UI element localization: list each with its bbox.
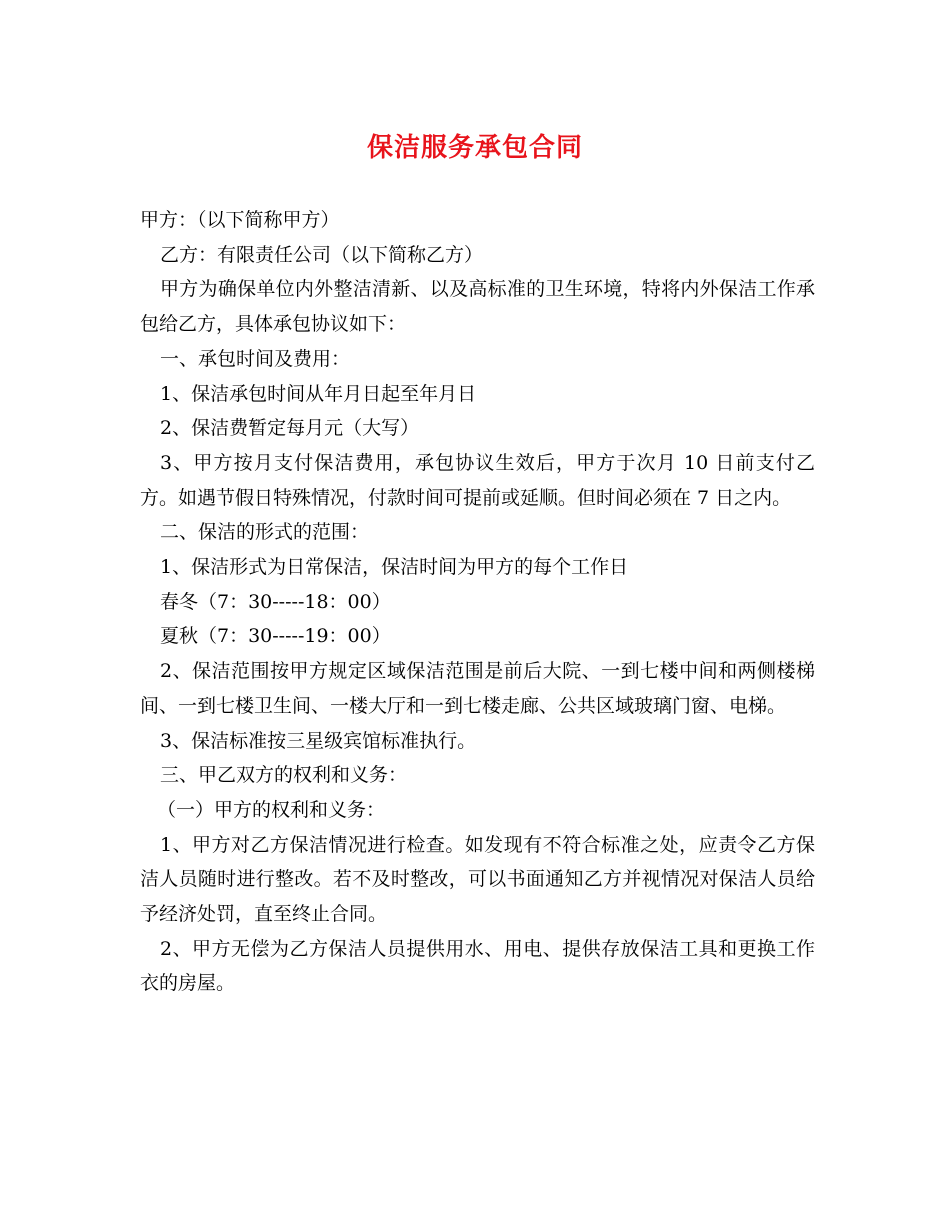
section-3-heading: 三、甲乙双方的权利和义务： (160, 764, 408, 787)
party-a-line: 甲方：（以下简称甲方） (140, 209, 340, 231)
contract-body (140, 203, 815, 1001)
schedule-summer-autumn: 夏秋（7：30-----19：00） (160, 625, 391, 648)
subsection-3-1-heading: （一）甲方的权利和义务： (157, 798, 386, 821)
contract-title: 保洁服务承包合同 (366, 133, 583, 163)
party-b-line: 乙方：有限责任公司（以下简称乙方） (160, 243, 484, 266)
preamble-paragraph: 甲方为确保单位内外整洁清新、以及高标准的卫生环境，特将内外保洁工作承包给乙方，具体承包协议如下： (140, 278, 815, 336)
clause-1-1: 1、保洁承包时间从年月日起至年月日 (160, 382, 477, 405)
clause-3-1-2: 2、甲方无偿为乙方保洁人员提供用水、用电、提供存放保洁工具和更换工作衣的房屋。 (140, 937, 815, 995)
clause-1-3: 3、甲方按月支付保洁费用，承包协议生效后，甲方于次月 10 日前支付乙方。如遇节假日特殊情况，付款时间可提前或延顺。但时间必须在 7 日之内。 (140, 451, 815, 509)
clause-2-1: 1、保洁形式为日常保洁，保洁时间为甲方的每个工作日 (160, 556, 629, 579)
clause-2-3: 3、保洁标准按三星级宾馆标准执行。 (160, 729, 477, 752)
section-1-heading: 一、承包时间及费用： (160, 347, 351, 370)
clause-3-1-1: 1、甲方对乙方保洁情况进行检查。如发现有不符合标准之处，应责令乙方保洁人员随时进行整改。若不及时整改，可以书面通知乙方并视情况对保洁人员给予经济处罚，直至终止合同。 (140, 833, 815, 926)
clause-1-2: 2、保洁费暂定每月元（大写） (160, 417, 420, 440)
schedule-spring-winter: 春冬（7：30-----18：00） (160, 590, 391, 613)
clause-2-2: 2、保洁范围按甲方规定区域保洁范围是前后大院、一到七楼中间和两侧楼梯间、一到七楼卫生间、一楼大厅和一到七楼走廊、公共区域玻璃门窗、电梯。 (140, 660, 815, 717)
section-2-heading: 二、保洁的形式的范围： (160, 521, 370, 544)
